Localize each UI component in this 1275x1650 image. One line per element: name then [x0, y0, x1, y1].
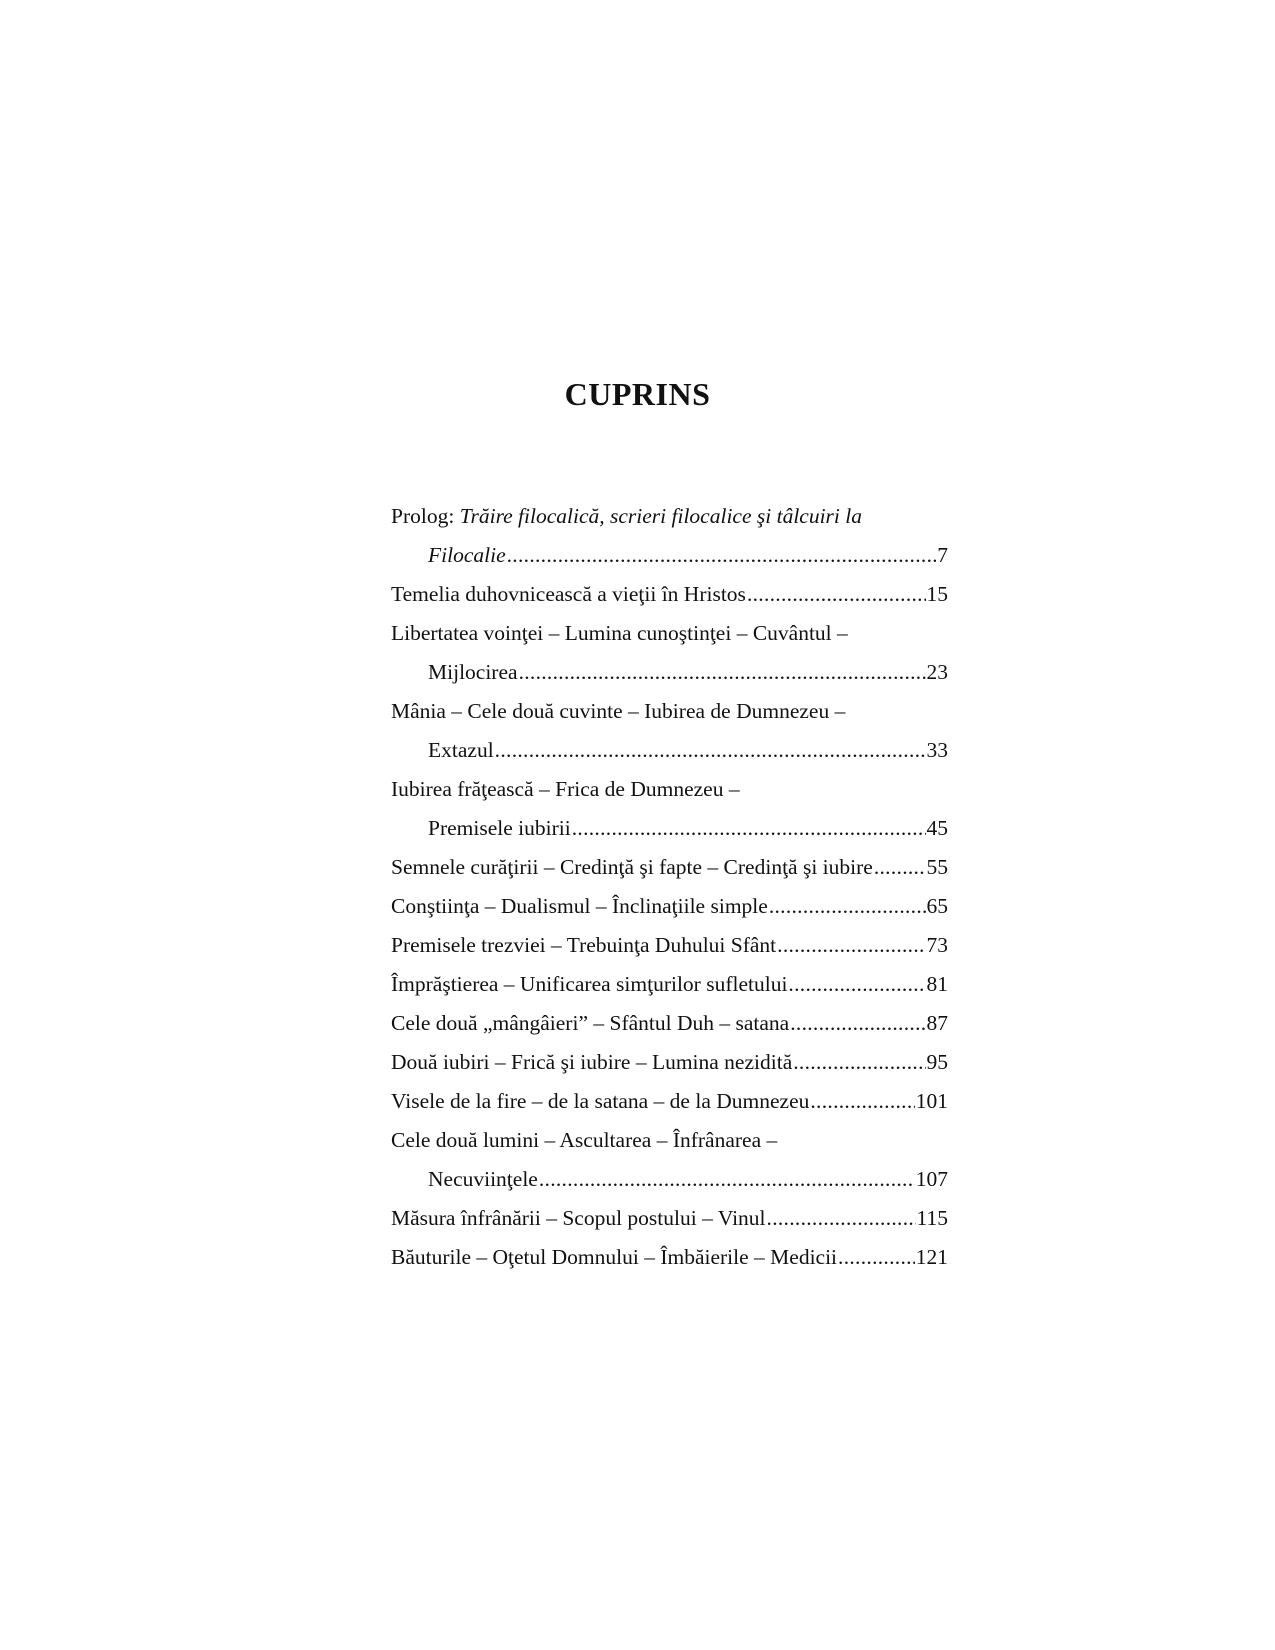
toc-entry-title: Visele de la fire – de la satana – de la Dumnezeu	[391, 1089, 810, 1113]
toc-entry	[391, 575, 948, 614]
toc-page-number: 7	[937, 543, 948, 567]
page-title: CUPRINS	[564, 376, 711, 412]
toc-entry	[391, 887, 948, 926]
toc-page-number: 81	[926, 972, 948, 996]
toc-entry-line	[391, 926, 948, 965]
toc-entry	[391, 692, 948, 770]
dot-leader	[767, 1199, 916, 1238]
toc-entry-line	[391, 1238, 948, 1277]
toc-entry-title: Iubirea frăţească – Frica de Dumnezeu –	[391, 777, 740, 801]
toc-entry-line	[391, 497, 948, 536]
toc-entry-line	[391, 575, 948, 614]
toc-entry-title: Libertatea voinţei – Lumina cunoştinţei – Cuvântul –	[391, 621, 848, 645]
toc-entry	[391, 1121, 948, 1199]
toc-entry	[391, 848, 948, 887]
toc-entry	[391, 1082, 948, 1121]
toc-entry-line	[391, 692, 948, 731]
toc-entry	[391, 614, 948, 692]
toc-entry-title: Premisele iubirii	[428, 816, 571, 840]
dot-leader	[790, 1004, 925, 1043]
toc-page-number: 55	[926, 855, 948, 879]
dot-leader	[788, 965, 925, 1004]
toc-entry-title: Împrăştierea – Unificarea simţurilor sufletului	[391, 972, 788, 996]
toc-entry	[391, 1043, 948, 1082]
dot-leader	[747, 575, 926, 614]
toc-entry-title: Mânia – Cele două cuvinte – Iubirea de Dumnezeu –	[391, 699, 846, 723]
dot-leader	[507, 536, 937, 575]
table-of-contents	[391, 497, 948, 1277]
toc-entry-title: Cele două lumini – Ascultarea – Înfrânarea –	[391, 1128, 778, 1152]
toc-entry-title: Măsura înfrânării – Scopul postului – Vinul	[391, 1206, 766, 1230]
toc-entry	[391, 1238, 948, 1277]
dot-leader	[769, 887, 926, 926]
toc-entry-title: Extazul	[428, 738, 494, 762]
toc-entry-line	[391, 848, 948, 887]
toc-entry-line	[391, 653, 948, 692]
toc-entry	[391, 497, 948, 575]
toc-entry-line	[391, 809, 948, 848]
toc-page-number: 15	[926, 582, 948, 606]
dot-leader	[793, 1043, 925, 1082]
toc-entry-title: Temelia duhovnicească a vieţii în Hristos	[391, 582, 746, 606]
toc-entry	[391, 1004, 948, 1043]
toc-entry	[391, 770, 948, 848]
toc-entry-line	[391, 536, 948, 575]
toc-page-number: 33	[926, 738, 948, 762]
toc-page-number: 23	[926, 660, 948, 684]
toc-entry-title: Două iubiri – Frică şi iubire – Lumina nezidită	[391, 1050, 793, 1074]
toc-entry-title: Semnele curăţirii – Credinţă şi fapte – Credinţă şi iubire	[391, 855, 873, 879]
toc-entry	[391, 926, 948, 965]
dot-leader	[838, 1238, 915, 1277]
toc-entry-prefix: Prolog:	[391, 504, 460, 528]
toc-page-number: 65	[926, 894, 948, 918]
dot-leader	[572, 809, 926, 848]
toc-page-number: 107	[915, 1167, 948, 1191]
dot-leader	[874, 848, 926, 887]
toc-entry-line	[391, 614, 948, 653]
toc-entry-title: Prolog: Trăire filocalică, scrieri filocalice şi tâlcuiri la	[391, 504, 862, 528]
toc-entry-line	[391, 965, 948, 1004]
toc-page-number: 121	[915, 1245, 948, 1269]
toc-entry-line	[391, 1004, 948, 1043]
toc-entry-line	[391, 1121, 948, 1160]
toc-entry-title: Necuviinţele	[428, 1167, 538, 1191]
toc-entry-line	[391, 770, 948, 809]
dot-leader	[810, 1082, 914, 1121]
dot-leader	[777, 926, 925, 965]
toc-entry-title: Băuturile – Oţetul Domnului – Îmbăierile – Medicii	[391, 1245, 838, 1269]
dot-leader	[519, 653, 926, 692]
toc-entry-line	[391, 1199, 948, 1238]
toc-entry	[391, 1199, 948, 1238]
toc-entry-line	[391, 1160, 948, 1199]
toc-entry-line	[391, 1043, 948, 1082]
toc-entry	[391, 965, 948, 1004]
toc-entry-title: Mijlocirea	[428, 660, 518, 684]
toc-entry-title: Premisele trezviei – Trebuinţa Duhului Sfânt	[391, 933, 777, 957]
toc-entry-title: Conştiinţa – Dualismul – Înclinaţiile simple	[391, 894, 768, 918]
toc-entry-title: Filocalie	[428, 543, 506, 567]
toc-entry-line	[391, 731, 948, 770]
toc-page-number: 45	[926, 816, 948, 840]
toc-page-number: 115	[916, 1206, 948, 1230]
toc-page-number: 87	[926, 1011, 948, 1035]
toc-page-number: 95	[926, 1050, 948, 1074]
toc-entry-line	[391, 887, 948, 926]
toc-page-number: 73	[926, 933, 948, 957]
dot-leader	[539, 1160, 915, 1199]
dot-leader	[495, 731, 926, 770]
toc-entry-title: Cele două „mângâieri” – Sfântul Duh – satana	[391, 1011, 790, 1035]
toc-page-number: 101	[915, 1089, 948, 1113]
toc-entry-line	[391, 1082, 948, 1121]
